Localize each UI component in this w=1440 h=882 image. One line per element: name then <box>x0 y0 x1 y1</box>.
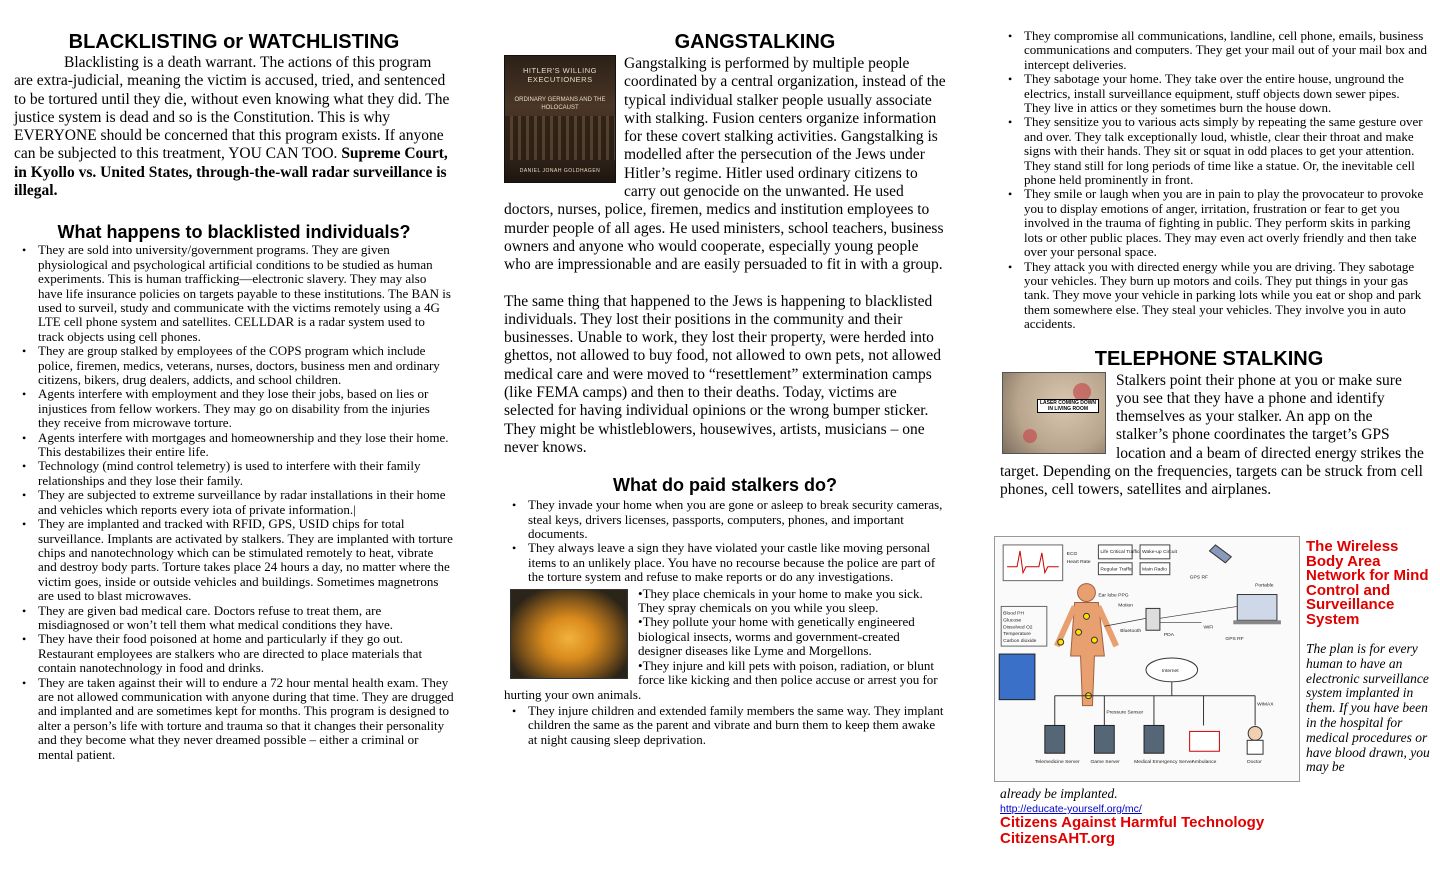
telephone-stalking-title: TELEPHONE STALKING <box>1094 347 1324 370</box>
telephone-block <box>1000 372 1428 500</box>
list-item: • They are group stalked by employees of the COPS program which include police, firemen, medics, veterans, nurses, doctors, business men and ordinary citizens, bikers, drug dealers, addicts, and school children. <box>14 344 454 387</box>
sensor-node <box>1058 639 1064 645</box>
list-item: • They are implanted and tracked with RFID, GPS, USID chips for total surveillance. Implants are activated by stalkers. They are implanted with torture chips and nanotechnology which can be stimulated remotely to heat, vibrate and destroy body parts. Torture takes place 24 hours a day, no matter where the victim goes, inside or outside vehicles and buildings. Sometimes magnetrons are used to blast microwaves. <box>14 517 454 603</box>
sensor-node <box>1076 629 1082 635</box>
link-line <box>1104 618 1146 626</box>
org-name: Citizens Against Harmful Technology <box>1000 814 1265 831</box>
gangstalking-para-1: Gangstalking is performed by multiple people coordinated by a central organization, instead of the typical individual stalker people usually associate with stalking. Fusion centers organize information for these covert stalking activities. Gangstalking is modelled after the persecution of the Jews under Hitler’s regime. Hitler used ordinary citizens to carry out genocide on the unwanted. He used doctors, nurses, police, firemen, medics and institution employees to murder people of all ages. He used ministers, school teachers, business owners and anyone who would cooperate, especially young people who are impressionable and are easily persuaded to fit in with a group. <box>504 55 946 274</box>
list-item: • They always leave a sign they have violated your castle like moving personal items to an unlikely place. You have no recourse because the police are part of the torture system and refuse to make reports or do any investigations. <box>504 541 946 584</box>
wban-diagram-svg <box>995 537 1299 781</box>
label-heart: Heart Rate <box>1066 559 1091 565</box>
label-wimax: WiMAX <box>1257 702 1274 708</box>
label-earlobe: Ear lobe PPG <box>1098 593 1129 599</box>
label-gps: GPS RF <box>1189 575 1209 581</box>
laptop-icon <box>1237 595 1277 621</box>
label-internet: Internet <box>1161 668 1179 674</box>
list-item: • They are given bad medical care. Doctors refuse to treat them, are misdiagnosed or won’t tell them what medical conditions they have. <box>14 604 454 633</box>
list-item: • They smile or laugh when you are in pain to play the provocateur to provoke you to display emotions of anger, irritation, frustration or fear to get you involved in the trauma of fighting in public. They perform skits in parking lots or other public places. They may even act overly friendly and then take over your personal space. <box>1000 187 1428 259</box>
label-ambulance: Ambulance <box>1191 760 1217 766</box>
stalkers-list-continued <box>1000 29 1428 332</box>
server-icon <box>1094 725 1114 753</box>
paid-stalkers-list-top <box>504 498 946 584</box>
list-item: • They are sold into university/government programs. They are given physiological and psychological artificial conditions to be studied as human experiments. This is human trafficking—electronic slavery. They may also have life insurance policies on targets payable to these institutions. The BAN is used to surveil, study and communicate with the victims remotely using a 4G LTE cell phone system and satellites. CELLDAR is a radar system used to track objects using cell phones. <box>14 243 454 344</box>
implant-photo <box>510 589 628 679</box>
blacklisted-list <box>14 243 454 762</box>
label-bloodph: Blood PH <box>1003 611 1025 617</box>
educate-yourself-link[interactable]: http://educate-yourself.org/mc/ <box>1000 803 1142 815</box>
list-item: • They sensitize you to various acts simply by repeating the same gesture over and over. They talk exceptionally loud, whistle, clear their throat and make signs with their hands. They sit or squat in odd places to get your attention. They stand still for long periods of time like a statue. Or, the inevitable cell phone held prominently in front. <box>1000 115 1428 187</box>
list-item: • They are subjected to extreme surveillance by radar installations in their home and vehicles which reports every iota of private information.| <box>14 488 454 517</box>
satellite-icon <box>1209 545 1231 563</box>
label-game: Game Server <box>1090 760 1120 766</box>
list-item: • Agents interfere with employment and they lose their jobs, based on lies or injustices from fellow workers. They may go on disability from the injuries they receive from microwave torture. <box>14 387 454 430</box>
label-ecg: ECG <box>1066 551 1078 557</box>
intro-text: Blacklisting is a death warrant. The actions of this program are extra-judicial, meaning the victim is accused, tried, and sentenced to be tortured until they die, without even knowing what they did. The justice system is dead and so is the Constitution. This is why EVERYONE should be concerned that this program exists. If anyone can be subjected to this treatment, YOU CAN TOO. <box>14 54 450 163</box>
column-gangstalking <box>504 0 946 747</box>
list-item: •They injure and kill pets with poison, radiation, or blunt force like kicking and then police accuse or arrest you for hurting your own animals. <box>504 657 938 702</box>
list-item: • They compromise all communications, landline, cell phone, emails, business communications and computers. They get your mail out of your mail box and intercept deliveries. <box>1000 29 1428 72</box>
sensor-node <box>1091 637 1097 643</box>
wban-text-tail: already be implanted. <box>1000 786 1118 801</box>
label-portable: Portable <box>1255 583 1274 589</box>
label-glucose: Glucose <box>1003 618 1022 624</box>
body-head <box>1078 584 1096 602</box>
label-wake: Wake-up Circuit <box>1142 549 1177 555</box>
label-pda: PDA <box>1163 633 1175 639</box>
book-cover-image <box>504 55 616 183</box>
ecg-panel <box>1003 545 1063 581</box>
laser-caption: LASER COMING DOWN IN LIVING ROOM <box>1037 399 1099 413</box>
telephone-text: Stalkers point their phone at you or make sure you see that they have a phone and identify themselves as your stalker. An app on the stalker’s phone coordinates the target’s GPS location and a beam of directed energy strikes the target. Depending on the frequencies, targets can be struck from cell phones, cell towers, satellites and airplanes. <box>1000 371 1424 499</box>
doctor-icon <box>1248 726 1262 740</box>
label-mainradio: Main Radio <box>1142 567 1168 573</box>
server-icon <box>1144 725 1164 753</box>
gangstalking-intro-block <box>504 55 946 275</box>
link-line <box>1160 606 1237 618</box>
gangstalking-para-2: The same thing that happened to the Jews is happening to blacklisted individuals. They lost their positions in the community and their businesses. Unable to work, they lost their property, were herded into ghettos, not allowed to buy food, not allowed to own pets, not allowed medical care and were moved to “resettlement” extermination camps (like FEMA camps) and then to their deaths. Today, victims are selected for having individual opinions or the wrong bumper sticker. They might be whistleblowers, housewives, artists, musicians – one never knows. <box>504 292 941 456</box>
list-item: • They are taken against their will to endure a 72 hour mental health exam. They are not allowed communication with anyone during that time. They are drugged and implanted and are sometimes kept for months. This program is designed to alter a person’s life with torture and trauma so that it changes their personality and they become what they never dreamed possible – either a criminal or mental patient. <box>14 676 454 762</box>
footer-organization <box>1000 815 1264 846</box>
laser-photo <box>1002 372 1106 454</box>
ambulance-icon <box>1190 731 1220 751</box>
label-bluetooth: Bluetooth <box>1120 629 1142 635</box>
column-telephone <box>1000 0 1428 500</box>
paid-stalkers-image-block <box>504 587 946 702</box>
label-motion: Motion <box>1118 603 1134 609</box>
list-item: • They injure children and extended family members the same way. They implant children the same as the parent and vibrate and burn them to keep them awake at night causing sleep deprivation. <box>504 704 946 747</box>
list-item: • They attack you with directed energy while you are driving. They sabotage your vehicles. They burn up motors and coils. They put things in your gas tank. They move your vehicle in parking lots while you eat or shop and park them somewhere else. They steal your vehicles. They involve you in auto accidents. <box>1000 260 1428 332</box>
blacklisting-title: BLACKLISTING or WATCHLISTING <box>68 31 400 53</box>
label-co2: Carbon dioxide <box>1003 639 1037 645</box>
list-item: • Technology (mind control telemetry) is used to interfere with their family relationships and they lose their family. <box>14 459 454 488</box>
list-item: •They place chemicals in your home to make you sick. They spray chemicals on you while you sleep. <box>638 586 923 616</box>
label-life: Life Critical Traffic <box>1100 549 1140 555</box>
sensor-node <box>1084 613 1090 619</box>
book-subtitle: ORDINARY GERMANS AND THE HOLOCAUST <box>514 97 606 111</box>
column-blacklisting <box>14 0 454 762</box>
paid-stalkers-list-bottom <box>504 704 946 747</box>
doctor-body <box>1247 740 1263 754</box>
blacklisting-intro <box>14 54 454 200</box>
label-gpsrf2: GPS RF <box>1225 637 1244 643</box>
blacklisted-subtitle: What happens to blacklisted individuals? <box>57 222 411 243</box>
gangstalking-title: GANGSTALKING <box>674 31 836 53</box>
label-pressure: Pressure Sensor <box>1106 710 1144 716</box>
list-item: • They have their food poisoned at home and particularly if they go out. Restaurant employees are stalkers who are directed to place materials that contain nanotechnology in food and drinks. <box>14 632 454 675</box>
wallpaper-flower <box>1023 429 1037 443</box>
wban-diagram <box>994 536 1300 782</box>
label-wifi: WiFi <box>1203 625 1214 631</box>
label-o2: Dissolved O2 <box>1003 625 1033 631</box>
book-title: HITLER'S WILLING EXECUTIONERS <box>522 66 598 84</box>
list-item: •They pollute your home with genetically engineered biological insects, worms and government-created designer diseases like Lyme and Morgellons. <box>638 614 915 659</box>
label-medemerg: Medical Emergency Server <box>1134 760 1194 766</box>
label-regular: Regular Traffic <box>1100 567 1133 573</box>
wban-text: The plan is for every human to have an electronic surveillance system implanted in them. If you have been in the hospital for medical procedures or have blood drawn, you may be <box>1306 641 1430 775</box>
intro-bold-text: Supreme Court, in Kyollo vs. United States, through-the-wall radar surveillance is illegal. <box>14 145 448 200</box>
book-author: DANIEL JONAH GOLDHAGEN <box>519 168 601 174</box>
server-icon <box>1045 725 1065 753</box>
paid-stalkers-subtitle: What do paid stalkers do? <box>612 475 838 496</box>
org-site: CitizensAHT.org <box>1000 829 1116 847</box>
label-temp: Temperature <box>1003 632 1031 638</box>
wban-title: The Wireless Body Area Network for Mind Control and Surveillance System <box>1306 538 1429 628</box>
list-item: • Agents interfere with mortgages and homeownership and they lose their home. This destabilizes their entire life. <box>14 431 454 460</box>
label-telemed: Telemedicine Server <box>1034 760 1080 766</box>
list-item: • They invade your home when you are gone or asleep to break security cameras, steal keys, drivers licenses, passports, computers, phones, and important documents. <box>504 498 946 541</box>
laptop-base <box>1233 620 1281 624</box>
xray-image <box>999 654 1035 700</box>
book-crowd-image <box>505 116 615 160</box>
list-item: • They sabotage your home. They take over the entire house, unground the electrics, install surveillance equipment, stuff objects down sewer pipes. They live in attics or they sometimes burn the house down. <box>1000 72 1428 115</box>
label-doctor: Doctor <box>1247 760 1262 766</box>
pda-icon <box>1146 608 1160 630</box>
